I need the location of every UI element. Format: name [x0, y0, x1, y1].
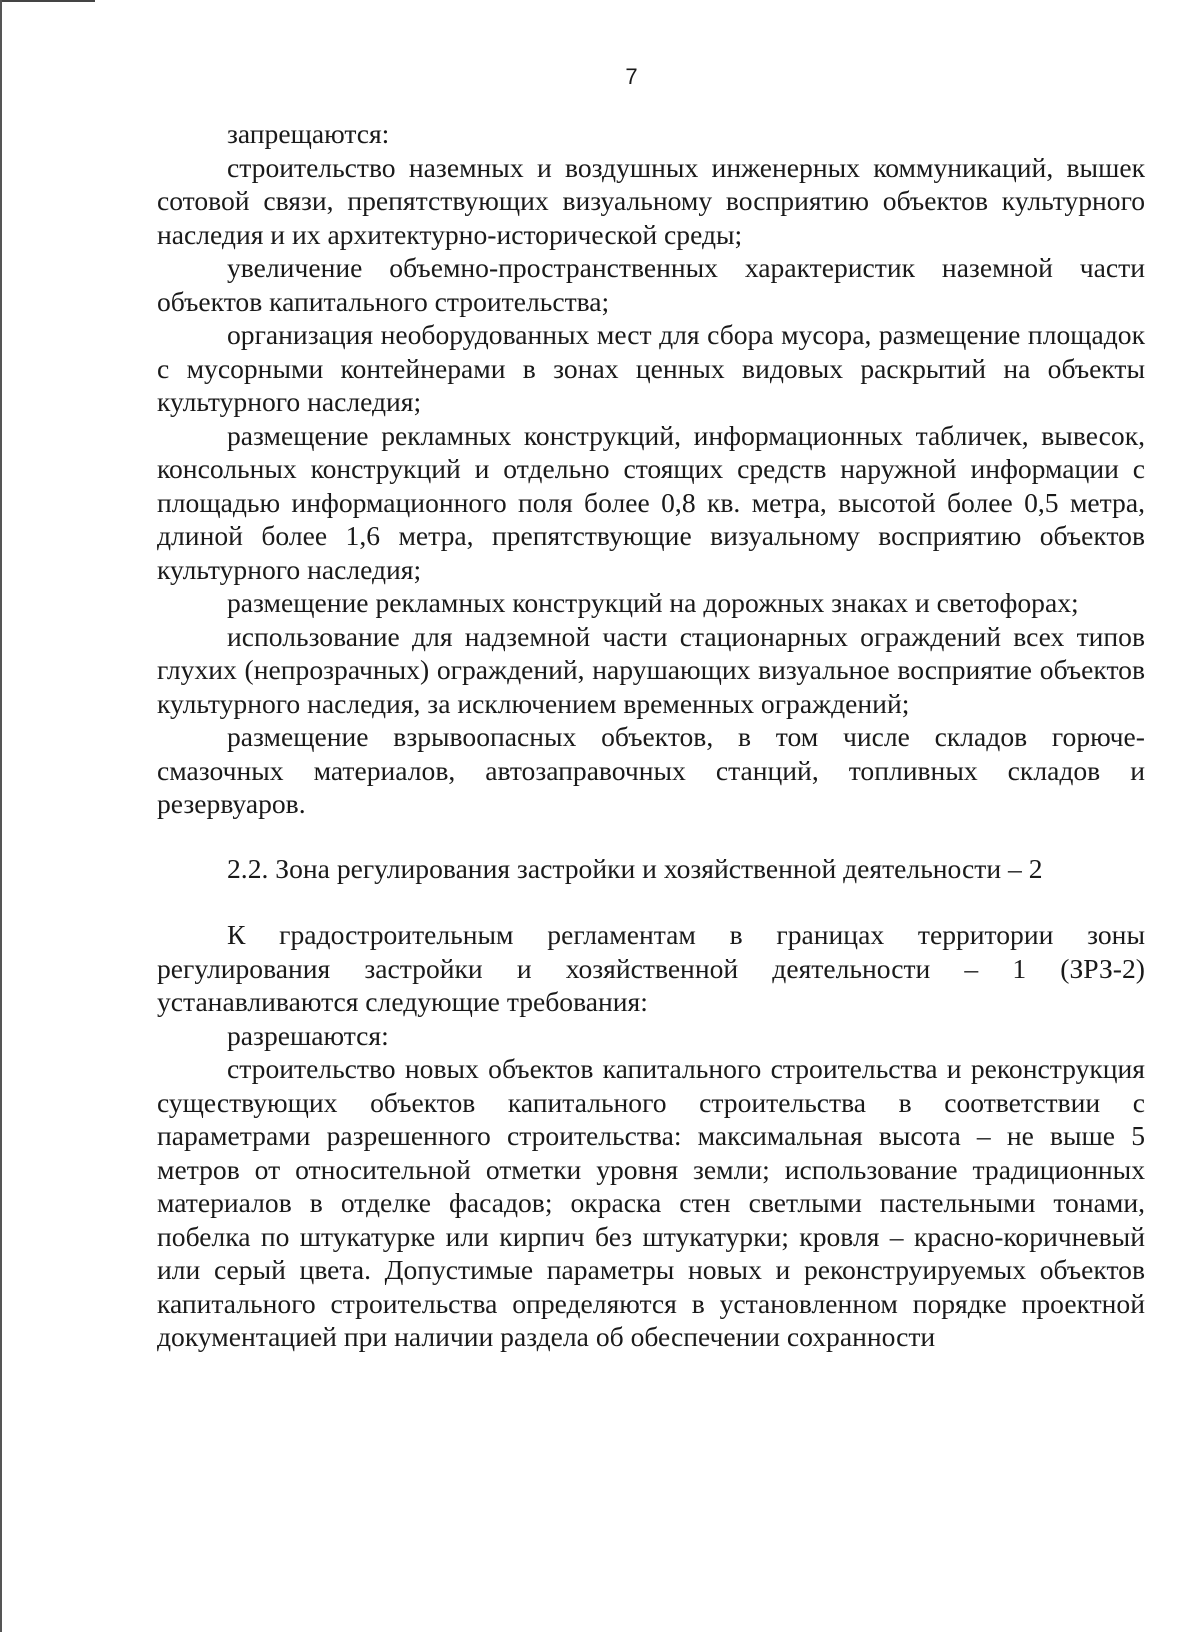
paragraph-construction-parameters: строительство новых объектов капитального строительства и реконструкция существующих объектов капитального строительства в соответствии с параметрами разрешенного строительства: максимальная высота – не выше 5 метров от относительной отметки уровня земли; использование традиционных материалов в отделке фасадов; окраска стен светлыми пастельными тонами, побелка по штукатурке или кирпич без штукатурки; кровля – красно-коричневый или серый цвета. Допустимые параметры новых и реконструируемых объектов капитального строительства определяются в установленном порядке проектной документацией при наличии раздела об обеспечении сохранности	[157, 1053, 1145, 1352]
page-number: 7	[625, 64, 638, 89]
page-edge-left	[0, 0, 2, 1632]
paragraph-waste-sites: организация необорудованных мест для сбора мусора, размещение площадок с мусорными контейнерами в зонах ценных видовых раскрытий на объекты культурного наследия;	[157, 319, 1145, 417]
paragraph-communications: строительство наземных и воздушных инженерных коммуникаций, вышек сотовой связи, препятствующих визуальному восприятию объектов культурного наследия и их архитектурно-исторической среды;	[157, 151, 1145, 250]
paragraph-explosive-objects: размещение взрывоопасных объектов, в том числе складов горюче-смазочных материалов, автозаправочных станций, топливных складов и резервуаров.	[157, 721, 1145, 819]
paragraph-volume-increase: увеличение объемно-пространственных характеристик наземной части объектов капитального строительства;	[157, 252, 1145, 317]
paragraph-prohibited-intro: запрещаются:	[227, 118, 390, 149]
paragraph-requirements-intro: К градостроительным регламентам в границах территории зоны регулирования застройки и хозяйственной деятельности – 1 (ЗРЗ-2) устанавливаются следующие требования:	[157, 919, 1145, 1017]
paragraph-allowed-intro: разрешаются:	[227, 1019, 389, 1051]
page-edge-top	[0, 0, 95, 2]
section-gap	[157, 885, 1145, 918]
paragraph-advertising: размещение рекламных конструкций, информационных табличек, вывесок, консольных конструкций и отдельно стоящих средств наружной информации с площадью информационного поля более 0,8 кв. метра, высотой более 0,5 метра, длиной более 1,6 метра, препятствующие визуальному восприятию объектов культурного наследия;	[157, 419, 1145, 585]
paragraph-fences: использование для надземной части стационарных ограждений всех типов глухих (непрозрачных) ограждений, нарушающих визуальное восприятие объектов культурного наследия, за исключением временных ограждений;	[157, 620, 1145, 719]
document-body	[157, 117, 1145, 1354]
paragraph-road-signs: размещение рекламных конструкций на дорожных знаках и светофорах;	[227, 587, 1079, 618]
section-heading-2-2: 2.2. Зона регулирования застройки и хозяйственной деятельности – 2	[227, 852, 1043, 884]
